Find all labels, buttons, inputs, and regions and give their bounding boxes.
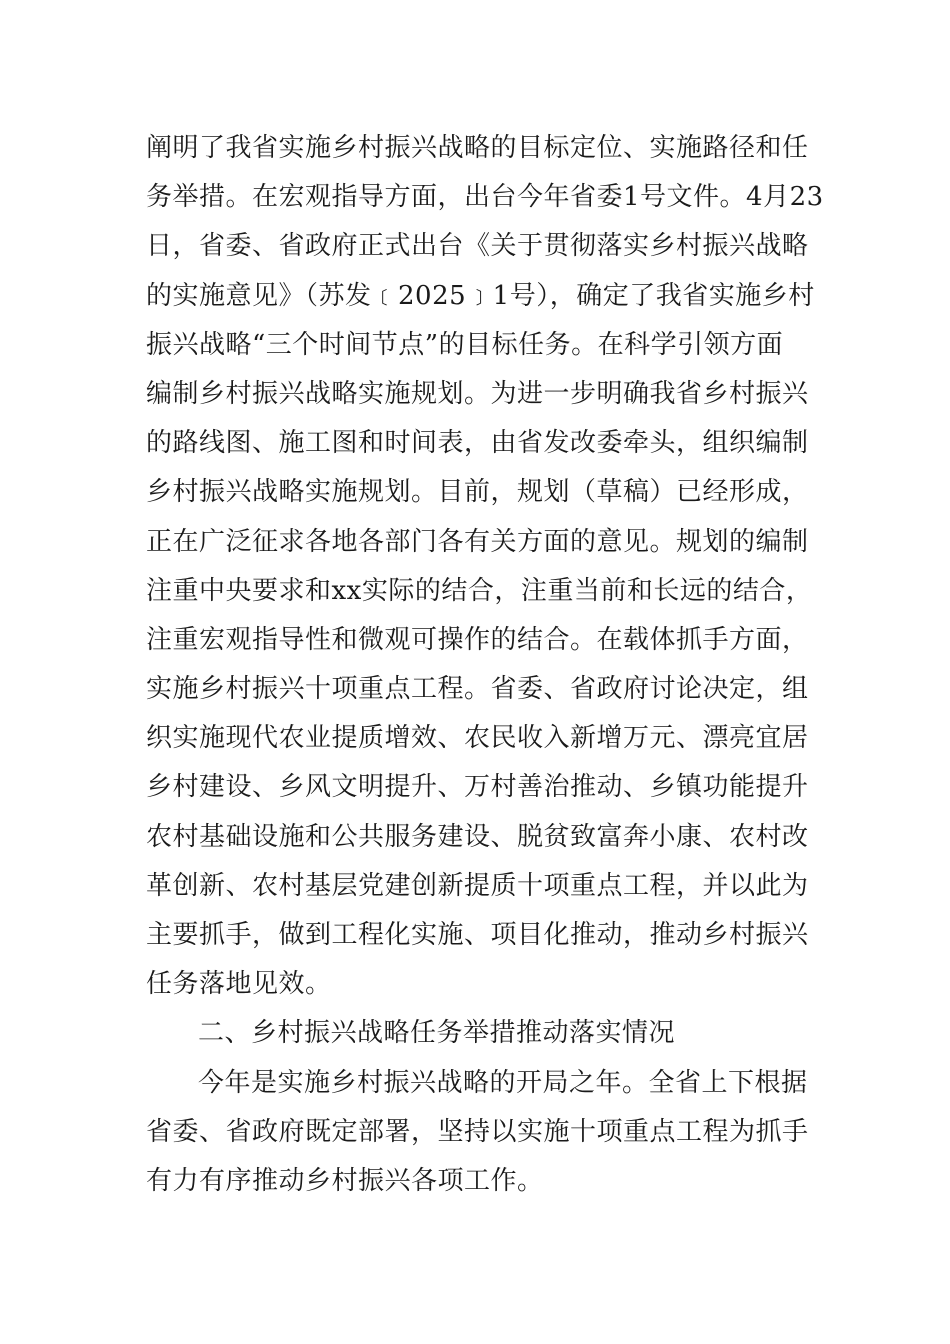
section-heading: 二、乡村振兴战略任务举措推动落实情况	[198, 1018, 676, 1049]
text-line: 省委、省政府既定部署，坚持以实施十项重点工程为抓手	[146, 1116, 809, 1147]
text-line: 主要抓手，做到工程化实施、项目化推动，推动乡村振兴	[146, 920, 809, 950]
text-line: 编制乡村振兴战略实施规划。为进一步明确我省乡村振兴	[146, 378, 809, 409]
text-line: 实施乡村振兴十项重点工程。省委、省政府讨论决定，组	[146, 674, 809, 705]
text-line: 农村基础设施和公共服务建设、脱贫致富奔小康、农村改	[146, 821, 809, 852]
text-line: 乡村建设、乡风文明提升、万村善治推动、乡镇功能提升	[146, 772, 809, 803]
text-line: 务举措。在宏观指导方面，出台今年省委1号文件。4月23	[146, 182, 824, 213]
text-line: 织实施现代农业提质增效、农民收入新增万元、漂亮宜居	[146, 723, 809, 754]
text-line: 振兴战略“三个时间节点”的目标任务。在科学引领方面	[146, 329, 784, 360]
text-line: 革创新、农村基层党建创新提质十项重点工程，并以此为	[146, 870, 809, 901]
body-text	[146, 124, 824, 1206]
text-line: 乡村振兴战略实施规划。目前，规划（草稿）已经形成，	[146, 477, 809, 508]
text-line: 阐明了我省实施乡村振兴战略的目标定位、实施路径和任	[146, 133, 809, 163]
text-line: 的路线图、施工图和时间表，由省发改委牵头，组织编制	[146, 428, 809, 459]
text-line: 的实施意见》（苏发﹝2025﹞1号），确定了我省实施乡村	[146, 280, 815, 311]
paragraph-start: 今年是实施乡村振兴战略的开局之年。全省上下根据	[198, 1067, 808, 1098]
text-line: 日，省委、省政府正式出台《关于贯彻落实乡村振兴战略	[146, 231, 809, 262]
text-line: 有力有序推动乡村振兴各项工作。	[146, 1165, 544, 1196]
text-line: 注重中央要求和xx实际的结合，注重当前和长远的结合，	[146, 575, 813, 606]
text-line: 正在广泛征求各地各部门各有关方面的意见。规划的编制	[146, 526, 809, 557]
text-line: 注重宏观指导性和微观可操作的结合。在载体抓手方面，	[146, 624, 809, 655]
text-line: 任务落地见效。	[146, 969, 332, 1000]
